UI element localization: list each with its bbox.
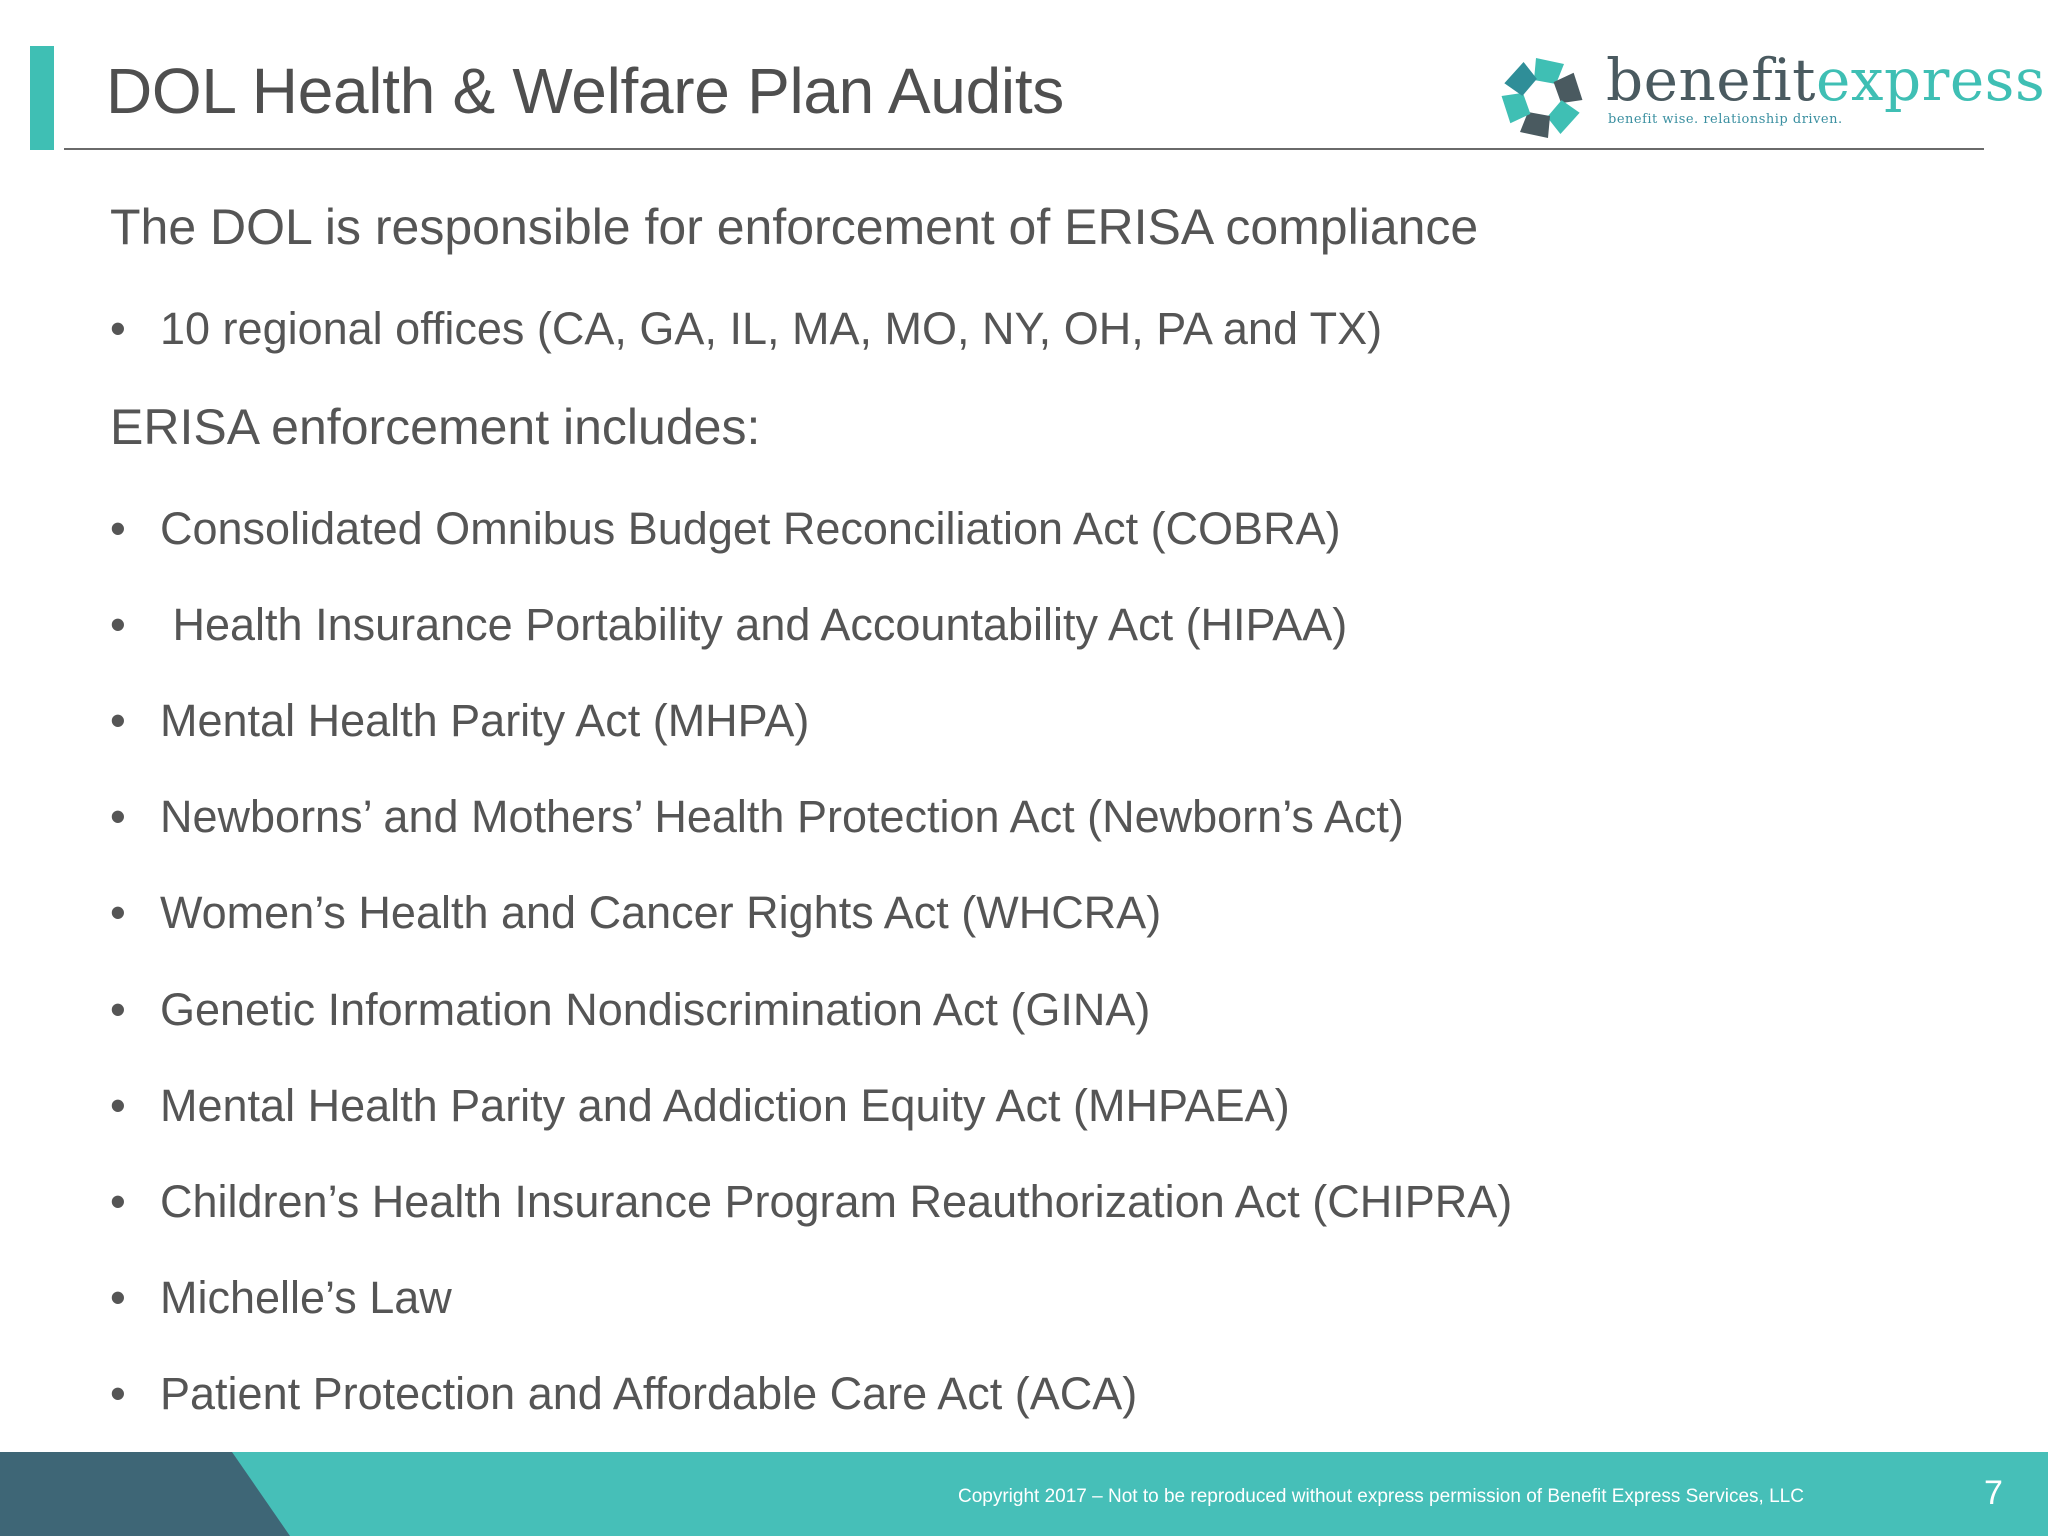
bullet-dot: • [110, 1176, 126, 1227]
section-heading-dol: The DOL is responsible for enforcement of ERISA compliance [110, 199, 1479, 255]
bullet-text: Consolidated Omnibus Budget Reconciliation Act (COBRA) [160, 503, 1341, 554]
section-heading-erisa: ERISA enforcement includes: [110, 399, 761, 455]
benefitexpress-logo [1498, 46, 2046, 144]
bullet-text: Mental Health Parity Act (MHPA) [160, 695, 810, 746]
bullet-dot: • [110, 984, 126, 1035]
bullet-dot: • [110, 695, 126, 746]
title-accent-bar [30, 46, 54, 150]
logo-word-benefit: benefit [1606, 46, 1816, 114]
bullet-text: Patient Protection and Affordable Care Act (ACA) [160, 1368, 1138, 1419]
bullet-text: Health Insurance Portability and Accountability Act (HIPAA) [160, 599, 1348, 650]
page-number: 7 [1984, 1474, 2003, 1512]
logo-wordmark [1606, 46, 2045, 114]
slide-title: DOL Health & Welfare Plan Audits [106, 55, 1064, 127]
logo-word-express: express [1815, 46, 2046, 114]
bullet-dot: • [110, 303, 126, 354]
bullet-dot: • [110, 599, 126, 650]
bullet-dot: • [110, 503, 126, 554]
footer-bar [0, 1452, 2048, 1536]
bullet-dot: • [110, 791, 126, 842]
bullet-text: Women’s Health and Cancer Rights Act (WHCRA) [160, 887, 1162, 938]
logo-tagline: benefit wise. relationship driven. [1608, 112, 1843, 127]
footer-dark-wedge [0, 1452, 290, 1536]
bullet-dot: • [110, 1368, 126, 1419]
bullet-dot: • [110, 1080, 126, 1131]
bullet-text: Children’s Health Insurance Program Reauthorization Act (CHIPRA) [160, 1176, 1513, 1227]
bullet-text: Michelle’s Law [160, 1272, 452, 1323]
bullet-dot: • [110, 887, 126, 938]
bullet-text: Newborns’ and Mothers’ Health Protection Act (Newborn’s Act) [160, 791, 1404, 842]
title-divider [64, 148, 1984, 150]
logo-mark-icon [1498, 54, 1586, 142]
bullet-text: 10 regional offices (CA, GA, IL, MA, MO, NY, OH, PA and TX) [160, 303, 1383, 354]
footer-copyright: Copyright 2017 – Not to be reproduced without express permission of Benefit Express Services, LLC [958, 1486, 1804, 1507]
bullet-text: Mental Health Parity and Addiction Equity Act (MHPAEA) [160, 1080, 1290, 1131]
bullet-text: Genetic Information Nondiscrimination Act (GINA) [160, 984, 1151, 1035]
bullet-dot: • [110, 1272, 126, 1323]
